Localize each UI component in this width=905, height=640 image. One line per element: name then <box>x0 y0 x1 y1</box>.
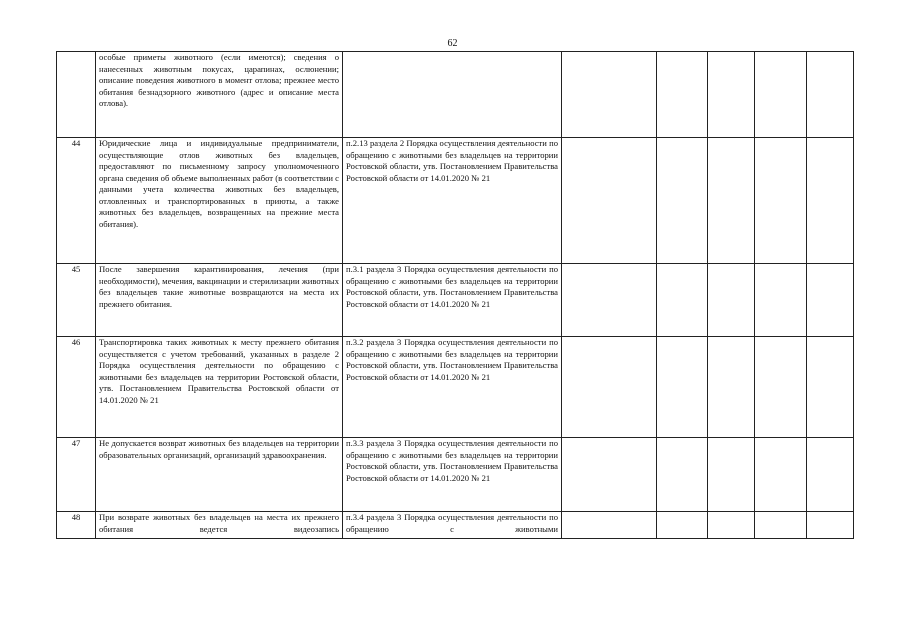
row-number: 44 <box>57 138 96 264</box>
requirement-text: Транспортировка таких животных к месту прежнего обитания осуществляется с учетом требований, указанных в разделе 2 Порядка осуществления деятельности по обращению с животными без владельцев на территории Ростовской области, утв. Постановлением Правительства Ростовской области от 14.01.2020 № 21 <box>96 337 343 438</box>
empty-cell <box>657 438 708 512</box>
table-row <box>57 138 854 264</box>
row-number: 48 <box>57 512 96 539</box>
empty-cell <box>562 438 657 512</box>
legal-reference: п.2.13 раздела 2 Порядка осуществления деятельности по обращению с животными без владельцев на территории Ростовской области, утв. Постановлением Правительства Ростовской области от 14.01.2020 № 21 <box>343 138 562 264</box>
empty-cell <box>562 52 657 138</box>
empty-cell <box>755 337 807 438</box>
table-row <box>57 337 854 438</box>
empty-cell <box>562 264 657 337</box>
empty-cell <box>807 52 854 138</box>
requirement-text: После завершения карантинирования, лечения (при необходимости), мечения, вакцинации и стерилизации животных без владельцев такие животные возвращаются на места их прежнего обитания. <box>96 264 343 337</box>
empty-cell <box>755 138 807 264</box>
empty-cell <box>755 512 807 539</box>
empty-cell <box>657 512 708 539</box>
row-number: 46 <box>57 337 96 438</box>
table-row <box>57 264 854 337</box>
legal-reference <box>343 52 562 138</box>
row-number: 47 <box>57 438 96 512</box>
empty-cell <box>657 337 708 438</box>
empty-cell <box>807 512 854 539</box>
empty-cell <box>708 512 755 539</box>
row-number <box>57 52 96 138</box>
empty-cell <box>708 138 755 264</box>
requirements-table <box>56 51 854 539</box>
empty-cell <box>807 438 854 512</box>
empty-cell <box>657 138 708 264</box>
empty-cell <box>755 264 807 337</box>
requirement-text: Юридические лица и индивидуальные предприниматели, осуществляющие отлов животных без владельцев, предоставляют по письменному запросу уполномоченного органа сведения об объеме выполненных работ (в соответствии с данными учета количества животных без владельцев, отловленных и транспортированных в приюты, а также животных без владельцев, возвращенных на прежние места обитания). <box>96 138 343 264</box>
empty-cell <box>657 264 708 337</box>
empty-cell <box>807 264 854 337</box>
legal-reference: п.3.3 раздела 3 Порядка осуществления деятельности по обращению с животными без владельцев на территории Ростовской области, утв. Постановлением Правительства Ростовской области от 14.01.2020 № 21 <box>343 438 562 512</box>
empty-cell <box>562 138 657 264</box>
empty-cell <box>708 337 755 438</box>
legal-reference: п.3.4 раздела 3 Порядка осуществления деятельности по обращению с животными <box>343 512 562 539</box>
empty-cell <box>708 438 755 512</box>
row-number: 45 <box>57 264 96 337</box>
empty-cell <box>755 438 807 512</box>
page-number: 62 <box>447 38 458 49</box>
table-row <box>57 438 854 512</box>
empty-cell <box>708 264 755 337</box>
empty-cell <box>562 512 657 539</box>
legal-reference: п.3.2 раздела 3 Порядка осуществления деятельности по обращению с животными без владельцев на территории Ростовской области, утв. Постановлением Правительства Ростовской области от 14.01.2020 № 21 <box>343 337 562 438</box>
requirement-text: особые приметы животного (если имеются); сведения о нанесенных животным покусах, царапинах, ослюнении; описание поведения животного в момент отлова; прежнее место обитания безнадзорного животного (адрес и описание места отлова). <box>96 52 343 138</box>
empty-cell <box>807 337 854 438</box>
legal-reference: п.3.1 раздела 3 Порядка осуществления деятельности по обращению с животными без владельцев на территории Ростовской области, утв. Постановлением Правительства Ростовской области от 14.01.2020 № 21 <box>343 264 562 337</box>
table-row <box>57 52 854 138</box>
requirement-text: Не допускается возврат животных без владельцев на территории образовательных организаций, организаций здравоохранения. <box>96 438 343 512</box>
requirement-text: При возврате животных без владельцев на места их прежнего обитания ведется видеозапись <box>96 512 343 539</box>
empty-cell <box>708 52 755 138</box>
empty-cell <box>657 52 708 138</box>
empty-cell <box>807 138 854 264</box>
table-row <box>57 512 854 539</box>
empty-cell <box>755 52 807 138</box>
empty-cell <box>562 337 657 438</box>
